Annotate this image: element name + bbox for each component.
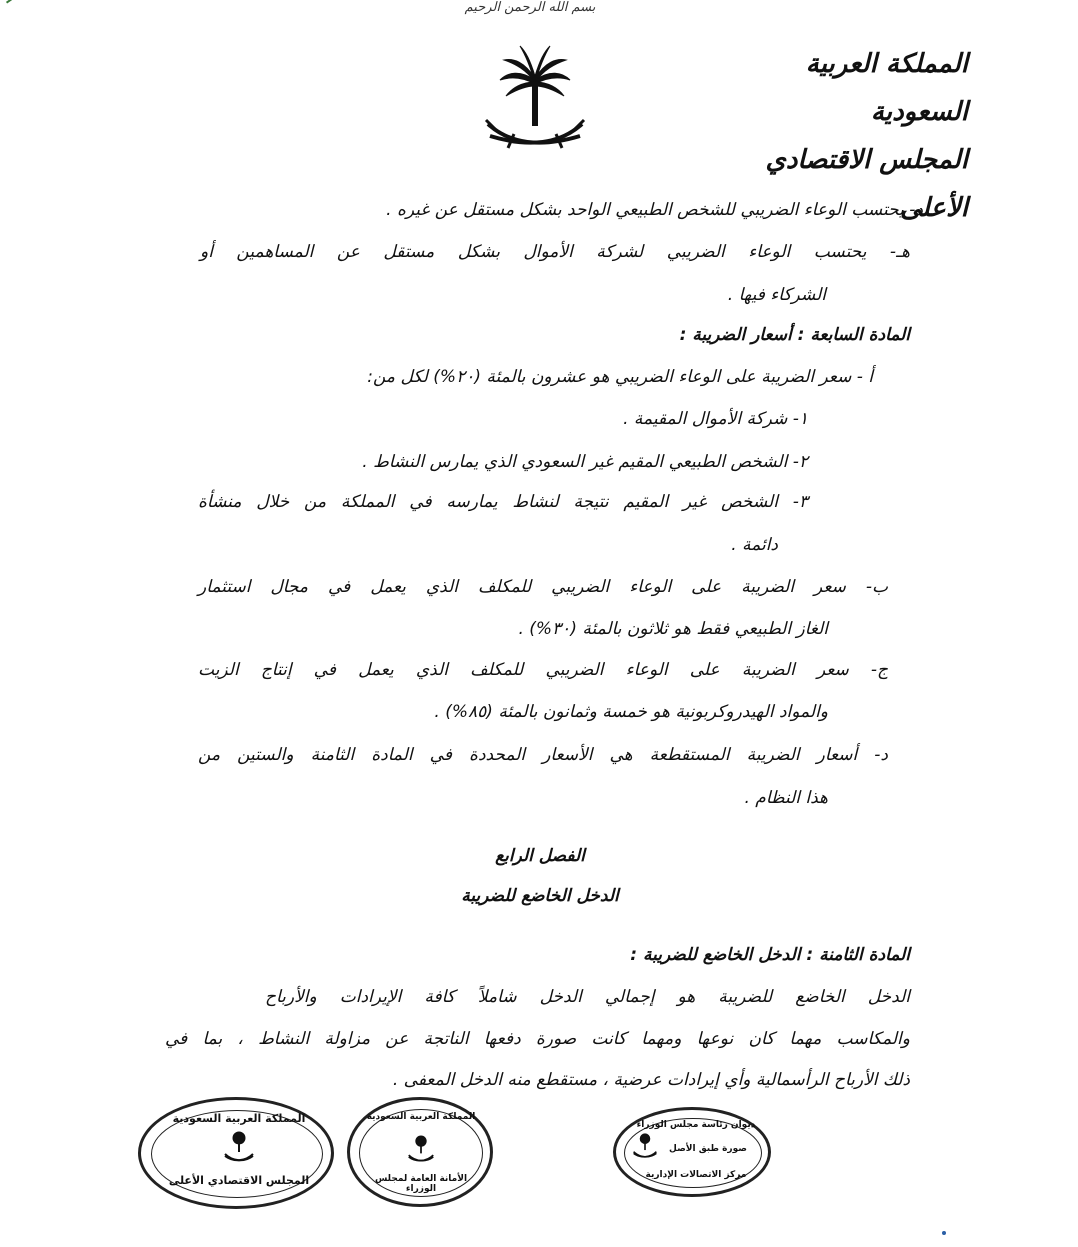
chapter-title: الدخل الخاضع للضريبة [461, 886, 619, 906]
stamp-emblem-icon [223, 1130, 255, 1164]
clause-c-line-2: والمواد الهيدروكربونية هو خمسة وثمانون بالمئة (٨٥%) . [434, 702, 828, 722]
stamp-3-line-3: مركز الاتصالات الإدارية [645, 1170, 747, 1180]
stamp-true-copy [613, 1107, 771, 1197]
stamp-emblem-icon [632, 1132, 658, 1160]
stamp-2-top-text: المملكة العربية السعودية [366, 1112, 476, 1122]
clause-b-line-1: ب- سعر الضريبة على الوعاء الضريبي للمكلف الذي يعمل في مجال استثمار [198, 577, 888, 597]
article-8-paragraph-line-1: الدخل الخاضع للضريبة هو إجمالي الدخل شاملاً كافة الإيرادات والأرباح [265, 987, 910, 1007]
article-8-heading: المادة الثامنة : الدخل الخاضع للضريبة : [630, 945, 910, 965]
clause-b-line-2: الغاز الطبيعي فقط هو ثلاثون بالمئة (٣٠%) . [518, 619, 828, 639]
clause-c-line-1: ج- سعر الضريبة على الوعاء الضريبي للمكلف الذي يعمل في إنتاج الزيت [198, 660, 888, 680]
clause-d-individual: د- يحتسب الوعاء الضريبي للشخص الطبيعي الواحد بشكل مستقل عن غيره . [386, 200, 923, 220]
article-7-heading: المادة السابعة : أسعار الضريبة : [679, 325, 910, 345]
clause-a-item-3-line-1: ٣- الشخص غير المقيم نتيجة لنشاط يمارسه في المملكة من خلال منشأة [198, 492, 808, 512]
clause-h-company-line-2: الشركاء فيها . [727, 285, 826, 305]
stamp-3-line-1: ديوان رئاسة مجلس الوزراء [636, 1120, 756, 1130]
palm-swords-emblem-icon [480, 40, 590, 160]
article-8-paragraph-line-3: ذلك الأرباح الرأسمالية وأي إيرادات عرضية ، مستقطع منه الدخل المعفى . [392, 1070, 910, 1090]
clause-a-rate: أ - سعر الضريبة على الوعاء الضريبي هو عشرون بالمئة (٢٠%) لكل من: [367, 367, 873, 387]
clause-h-company-line-1: هـ- يحتسب الوعاء الضريبي لشركة الأموال بشكل مستقل عن المساهمين أو [200, 242, 910, 262]
stamp-1-top-text: المملكة العربية السعودية [172, 1112, 306, 1125]
stamp-2-bottom-text: الأمانة العامة لمجلس الوزراء [374, 1174, 468, 1194]
stamp-emblem-icon [407, 1134, 435, 1164]
clause-a-item-3-line-2: دائمة . [731, 535, 778, 555]
ink-dot [942, 1231, 946, 1235]
stamp-3-line-2: صورة طبق الأصل [669, 1144, 747, 1154]
article-8-paragraph-line-2: والمكاسب مهما كان نوعها ومهما كانت صورة دفعها الناتجة عن مزاولة النشاط ، بما في [165, 1029, 910, 1049]
stamp-council-secretariat [347, 1097, 493, 1207]
letterhead-line-1: المملكة العربية السعودية [805, 49, 968, 127]
clause-d-line-1: د- أسعار الضريبة المستقطعة هي الأسعار المحددة في المادة الثامنة والستين من [198, 745, 888, 765]
clause-d-line-2: هذا النظام . [744, 788, 828, 808]
chapter-number: الفصل الرابع [495, 846, 585, 866]
stamp-1-bottom-text: المجلس الاقتصادي الأعلى [168, 1174, 310, 1187]
clause-a-item-2: ٢- الشخص الطبيعي المقيم غير السعودي الذي يمارس النشاط . [362, 452, 808, 472]
basmala: بسم الله الرحمن الرحيم [464, 0, 596, 15]
corner-mark [6, 0, 12, 4]
stamp-economic-council [138, 1097, 334, 1209]
clause-a-item-1: ١- شركة الأموال المقيمة . [623, 409, 808, 429]
letterhead-line-2: المجلس الاقتصادي الأعلى [765, 145, 968, 223]
